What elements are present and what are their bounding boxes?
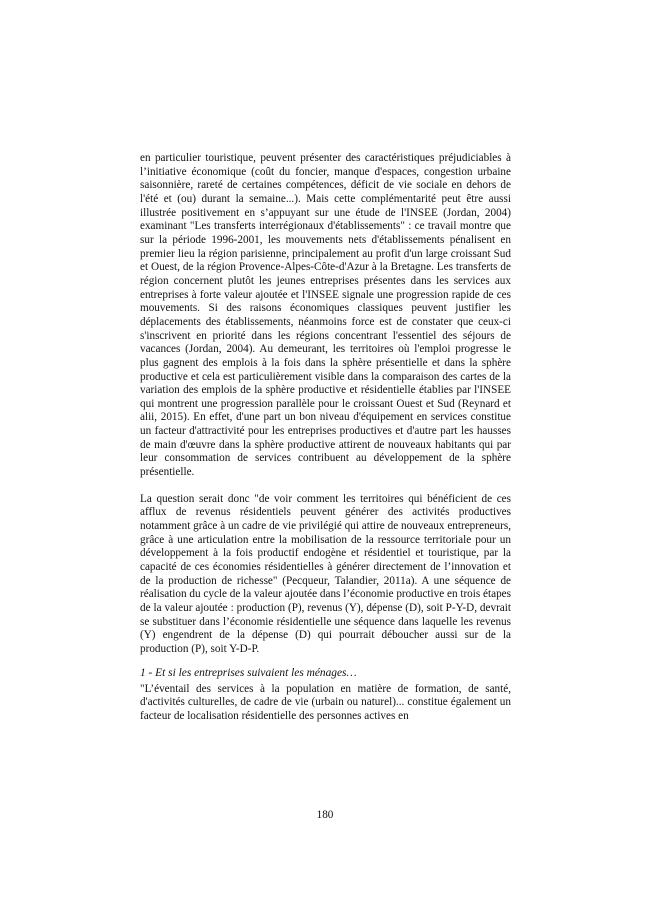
section-paragraph: "L’éventail des services à la population en matière de formation, de santé, d'activités culturelles, de cadre de vie (urbain ou naturel)... constitue également un facteur de localisation résidentielle des personnes actives en (140, 682, 511, 722)
body-paragraph-2: La question serait donc "de voir comment les territoires qui bénéficient de ces afflux de revenus résidentiels peuvent générer des activités productives notamment grâce à un cadre de vie privilégié qui attire de nouveaux entrepreneurs, grâce à une articulation entre la mobilisation de la ressource territoriale pour un développement à la fois productif endogène et résidentiel et touristique, par la capacité de ces économies résidentielles à générer directement de l’innovation et de la production de richesse" (Pecqueur, Talandier, 2011a). A une séquence de réalisation du cycle de la valeur ajoutée dans l’économie productive en trois étapes de la valeur ajoutée : production (P), revenus (Y), dépense (D), soit P-Y-D, devrait se substituer dans l’économie résidentielle une séquence dans laquelle les revenus (Y) engendrent de la dépense (D) qui pourrait déboucher aussi sur de la production (P), soit Y-D-P. (140, 492, 511, 655)
section-heading: 1 - Et si les entreprises suivaient les ménages… (140, 666, 357, 679)
document-page (140, 152, 511, 724)
page-number: 180 (316, 809, 334, 821)
body-paragraph-1: en particulier touristique, peuvent présenter des caractéristiques préjudiciables à l’initiative économique (coût du foncier, manque d'espaces, congestion urbaine saisonnière, rareté de certaines compétences, déficit de vie sociale en dehors de l'été et (ou) durant la semaine...). Mais cette complémentarité peut être aussi illustrée positivement en s’appuyant sur une étude de l'INSEE (Jordan, 2004) examinant "Les transferts interrégionaux d'établissements" : ce travail montre que sur la période 1996-2001, les mouvements nets d'établissements pénalisent en premier lieu la région parisienne, principalement au profit d'un large croissant Sud et Ouest, de la région Provence-Alpes-Côte-d'Azur à la Bretagne. Les transferts de région concernent plutôt les jeunes entreprises présentes dans les services aux entreprises à forte valeur ajoutée et l'INSEE signale une progression rapide de ces mouvements. Si des raisons économiques classiques peuvent justifier les déplacements des établissements, néanmoins force est de constater que ceux-ci s'inscrivent en priorité dans les régions concentrant l'essentiel des séjours de vacances (Jordan, 2004). Au demeurant, les territoires où l'emploi progresse le plus gagnent des emplois à la fois dans la sphère présentielle et dans la sphère productive et cela est particulièrement visible dans la comparaison des cartes de la variation des emplois de la sphère productive et résidentielle établies par l'INSEE qui montrent une progression parallèle pour le croissant Ouest et Sud (Reynard et alii, 2015). En effet, d'une part un bon niveau d'équipement en services constitue un facteur d'attractivité pour les entreprises productives et d'autre part les hausses de main d'œuvre dans la sphère productive attirent de nouveaux habitants qui par leur consommation de services contribuent au développement de la sphère présentielle. (140, 152, 511, 479)
